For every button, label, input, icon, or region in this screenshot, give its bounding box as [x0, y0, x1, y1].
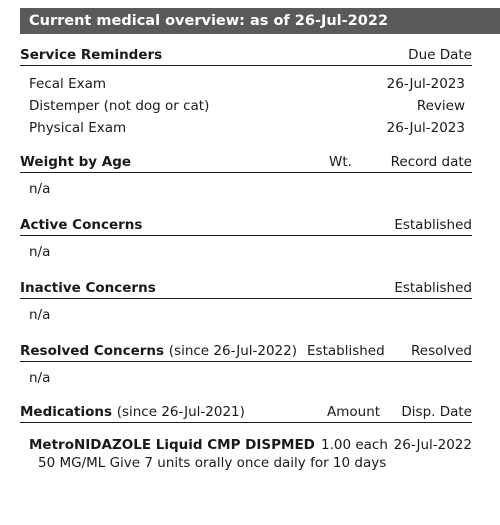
reminder-row — [29, 74, 465, 94]
active-concerns-empty-text: n/a — [29, 244, 51, 260]
medications-title — [20, 404, 245, 420]
amount-column-header: Amount — [327, 404, 381, 420]
weight-by-age-header — [20, 150, 472, 173]
resolved-concerns-empty-text: n/a — [29, 370, 51, 386]
resolved-concerns-title — [20, 343, 297, 359]
overview-banner: Current medical overview: as of 26-Jul-2022 — [20, 8, 500, 34]
reminder-row — [29, 118, 465, 138]
service-reminders-title: Service Reminders — [20, 47, 163, 63]
inactive-concerns-empty-text: n/a — [29, 307, 51, 323]
resolved-concerns-header — [20, 339, 472, 362]
reminder-due-date: 26-Jul-2023 — [386, 120, 465, 136]
medications-since-note: (since 26-Jul-2021) — [116, 404, 245, 420]
disp-date-column-header: Disp. Date — [401, 404, 472, 420]
resolved-concerns-title-text: Resolved Concerns — [20, 343, 165, 359]
medication-name: MetroNIDAZOLE Liquid CMP DISPMED — [29, 437, 315, 453]
reminder-name: Fecal Exam — [29, 76, 107, 92]
medications-header — [20, 400, 472, 423]
medications-title-text: Medications — [20, 404, 112, 420]
medication-instructions: 50 MG/ML Give 7 units orally once daily for 10 days — [38, 455, 387, 471]
reminder-due-date: Review — [416, 98, 465, 114]
medication-row — [29, 435, 472, 455]
weight-column-header: Wt. — [329, 154, 352, 170]
resolved-concerns-since-note: (since 26-Jul-2022) — [168, 343, 297, 359]
weight-empty-text: n/a — [29, 181, 51, 197]
record-date-column-header: Record date — [390, 154, 472, 170]
active-concerns-title: Active Concerns — [20, 217, 143, 233]
service-reminders-header — [20, 43, 472, 66]
reminder-due-date: 26-Jul-2023 — [386, 76, 465, 92]
weight-by-age-title: Weight by Age — [20, 154, 132, 170]
reminder-name: Distemper (not dog or cat) — [29, 98, 210, 114]
established-column-header: Established — [307, 343, 385, 359]
established-column-header: Established — [394, 217, 472, 233]
inactive-concerns-title: Inactive Concerns — [20, 280, 156, 296]
reminder-row — [29, 96, 465, 116]
medication-disp-date: 26-Jul-2022 — [393, 437, 472, 453]
active-concerns-header — [20, 213, 472, 236]
medication-amount: 1.00 each — [321, 437, 388, 453]
due-date-column-header: Due Date — [408, 47, 472, 63]
resolved-column-header: Resolved — [411, 343, 472, 359]
inactive-concerns-header — [20, 276, 472, 299]
established-column-header: Established — [394, 280, 472, 296]
reminder-name: Physical Exam — [29, 120, 127, 136]
